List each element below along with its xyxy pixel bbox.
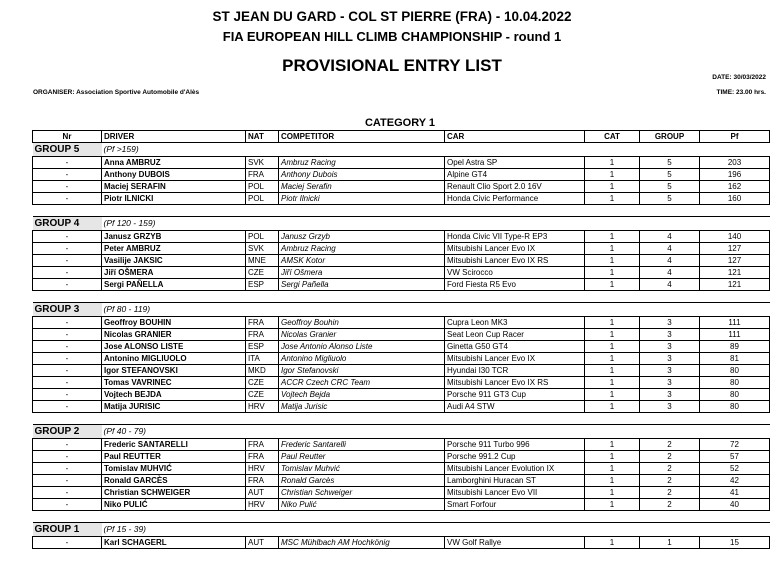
col-competitor: COMPETITOR xyxy=(279,131,445,143)
group-pf-range: (Pf 40 - 79) xyxy=(102,425,770,439)
table-row xyxy=(33,353,770,365)
cell-nr: - xyxy=(33,329,102,341)
cell-car: Honda Civic VII Type-R EP3 xyxy=(445,231,585,243)
cell-nat: SVK xyxy=(246,157,279,169)
cell-car: VW Scirocco xyxy=(445,267,585,279)
cell-nr: - xyxy=(33,317,102,329)
cell-driver: Paul REUTTER xyxy=(102,451,246,463)
cell-cat: 1 xyxy=(585,439,640,451)
cell-driver: Frederic SANTARELLI xyxy=(102,439,246,451)
cell-competitor: Piotr Ilnicki xyxy=(279,193,445,205)
cell-pf: 52 xyxy=(700,463,770,475)
cell-driver: Tomislav MUHVIĆ xyxy=(102,463,246,475)
cell-cat: 1 xyxy=(585,193,640,205)
cell-pf: 121 xyxy=(700,279,770,291)
cell-group: 2 xyxy=(640,487,700,499)
cell-nr: - xyxy=(33,475,102,487)
cell-pf: 111 xyxy=(700,317,770,329)
cell-car: Mitsubishi Lancer Evo IX xyxy=(445,243,585,255)
cell-driver: Niko PULIĆ xyxy=(102,499,246,511)
cell-cat: 1 xyxy=(585,267,640,279)
group-pf-range: (Pf 120 - 159) xyxy=(102,217,770,231)
cell-nr: - xyxy=(33,169,102,181)
group-spacer xyxy=(33,413,770,425)
cell-group: 4 xyxy=(640,267,700,279)
cell-driver: Geoffroy BOUHIN xyxy=(102,317,246,329)
cell-nr: - xyxy=(33,487,102,499)
cell-nr: - xyxy=(33,267,102,279)
cell-pf: 162 xyxy=(700,181,770,193)
group-pf-range: (Pf >159) xyxy=(102,143,770,157)
group-header-row xyxy=(33,425,770,439)
group-name: GROUP 1 xyxy=(33,523,102,537)
cell-cat: 1 xyxy=(585,463,640,475)
cell-car: Mitsubishi Lancer Evolution IX xyxy=(445,463,585,475)
cell-competitor: Anthony Dubois xyxy=(279,169,445,181)
cell-pf: 80 xyxy=(700,401,770,413)
cell-pf: 89 xyxy=(700,341,770,353)
cell-cat: 1 xyxy=(585,377,640,389)
championship-title: FIA EUROPEAN HILL CLIMB CHAMPIONSHIP - round 1 xyxy=(222,29,562,44)
cell-nat: ITA xyxy=(246,353,279,365)
cell-car: Mitsubishi Lancer Evo IX xyxy=(445,353,585,365)
group-header-row xyxy=(33,217,770,231)
cell-cat: 1 xyxy=(585,341,640,353)
cell-cat: 1 xyxy=(585,329,640,341)
cell-group: 4 xyxy=(640,243,700,255)
cell-group: 3 xyxy=(640,389,700,401)
cell-nr: - xyxy=(33,451,102,463)
table-row xyxy=(33,389,770,401)
cell-nat: HRV xyxy=(246,401,279,413)
cell-competitor: Antonino Migliuolo xyxy=(279,353,445,365)
cell-cat: 1 xyxy=(585,499,640,511)
cell-driver: Piotr ILNICKI xyxy=(102,193,246,205)
cell-pf: 57 xyxy=(700,451,770,463)
cell-car: Mitsubishi Lancer Evo IX RS xyxy=(445,377,585,389)
cell-pf: 80 xyxy=(700,377,770,389)
cell-group: 3 xyxy=(640,341,700,353)
table-row xyxy=(33,255,770,267)
cell-nat: ESP xyxy=(246,341,279,353)
table-row xyxy=(33,475,770,487)
cell-group: 3 xyxy=(640,365,700,377)
cell-nr: - xyxy=(33,463,102,475)
cell-competitor: ACCR Czech CRC Team xyxy=(279,377,445,389)
cell-nat: CZE xyxy=(246,267,279,279)
cell-nr: - xyxy=(33,377,102,389)
cell-cat: 1 xyxy=(585,243,640,255)
cell-competitor: Ambruz Racing xyxy=(279,243,445,255)
cell-nat: FRA xyxy=(246,475,279,487)
cell-pf: 81 xyxy=(700,353,770,365)
cell-cat: 1 xyxy=(585,317,640,329)
cell-cat: 1 xyxy=(585,169,640,181)
table-row xyxy=(33,499,770,511)
cell-nat: FRA xyxy=(246,329,279,341)
cell-pf: 42 xyxy=(700,475,770,487)
cell-driver: Sergi PAÑELLA xyxy=(102,279,246,291)
cell-car: Alpine GT4 xyxy=(445,169,585,181)
cell-nr: - xyxy=(33,193,102,205)
group-header-row xyxy=(33,143,770,157)
table-row xyxy=(33,451,770,463)
cell-nr: - xyxy=(33,157,102,169)
cell-pf: 111 xyxy=(700,329,770,341)
table-row xyxy=(33,279,770,291)
cell-group: 5 xyxy=(640,157,700,169)
cell-nr: - xyxy=(33,255,102,267)
cell-car: Porsche 911 GT3 Cup xyxy=(445,389,585,401)
group-name: GROUP 2 xyxy=(33,425,102,439)
cell-cat: 1 xyxy=(585,365,640,377)
cell-car: Smart Forfour xyxy=(445,499,585,511)
cell-driver: Janusz GRZYB xyxy=(102,231,246,243)
group-name: GROUP 5 xyxy=(33,143,102,157)
cell-competitor: Ambruz Racing xyxy=(279,157,445,169)
category-heading: CATEGORY 1 xyxy=(364,117,436,129)
entry-body xyxy=(33,143,770,549)
group-spacer xyxy=(33,291,770,303)
cell-pf: 127 xyxy=(700,255,770,267)
cell-competitor: Matija Jurisic xyxy=(279,401,445,413)
cell-driver: Maciej SERAFIN xyxy=(102,181,246,193)
cell-driver: Igor STEFANOVSKI xyxy=(102,365,246,377)
cell-car: Cupra Leon MK3 xyxy=(445,317,585,329)
table-row xyxy=(33,267,770,279)
cell-car: Hyundai I30 TCR xyxy=(445,365,585,377)
cell-nr: - xyxy=(33,341,102,353)
cell-nat: AUT xyxy=(246,537,279,549)
table-row xyxy=(33,329,770,341)
cell-driver: Nicolas GRANIER xyxy=(102,329,246,341)
cell-cat: 1 xyxy=(585,451,640,463)
cell-pf: 40 xyxy=(700,499,770,511)
cell-pf: 80 xyxy=(700,365,770,377)
cell-competitor: Christian Schweiger xyxy=(279,487,445,499)
table-row xyxy=(33,439,770,451)
cell-nat: POL xyxy=(246,193,279,205)
cell-group: 3 xyxy=(640,377,700,389)
table-row xyxy=(33,487,770,499)
cell-pf: 80 xyxy=(700,389,770,401)
cell-nr: - xyxy=(33,401,102,413)
cell-car: Mitsubishi Lancer Evo IX RS xyxy=(445,255,585,267)
cell-car: Mitsubishi Lancer Evo VII xyxy=(445,487,585,499)
table-row xyxy=(33,193,770,205)
cell-driver: Vojtech BEJDA xyxy=(102,389,246,401)
group-pf-range: (Pf 15 - 39) xyxy=(102,523,770,537)
cell-nat: FRA xyxy=(246,169,279,181)
cell-group: 2 xyxy=(640,463,700,475)
table-row xyxy=(33,169,770,181)
cell-driver: Matija JURISIC xyxy=(102,401,246,413)
cell-cat: 1 xyxy=(585,487,640,499)
table-row xyxy=(33,463,770,475)
cell-car: Honda Civic Performance xyxy=(445,193,585,205)
cell-pf: 140 xyxy=(700,231,770,243)
cell-group: 2 xyxy=(640,475,700,487)
cell-group: 3 xyxy=(640,317,700,329)
cell-pf: 203 xyxy=(700,157,770,169)
cell-competitor: Maciej Serafin xyxy=(279,181,445,193)
cell-nr: - xyxy=(33,279,102,291)
cell-group: 5 xyxy=(640,181,700,193)
cell-nr: - xyxy=(33,243,102,255)
table-row xyxy=(33,377,770,389)
table-row xyxy=(33,181,770,193)
cell-nr: - xyxy=(33,439,102,451)
cell-nr: - xyxy=(33,537,102,549)
cell-cat: 1 xyxy=(585,255,640,267)
group-spacer xyxy=(33,205,770,217)
cell-pf: 121 xyxy=(700,267,770,279)
cell-driver: Peter AMBRUZ xyxy=(102,243,246,255)
cell-driver: Antonino MIGLIUOLO xyxy=(102,353,246,365)
cell-competitor: Sergi Pañella xyxy=(279,279,445,291)
cell-car: Audi A4 STW xyxy=(445,401,585,413)
cell-nat: HRV xyxy=(246,499,279,511)
cell-competitor: Jose Antonio Alonso Liste xyxy=(279,341,445,353)
cell-car: Ford Fiesta R5 Evo xyxy=(445,279,585,291)
cell-competitor: Janusz Grzyb xyxy=(279,231,445,243)
cell-driver: Tomas VAVRINEC xyxy=(102,377,246,389)
document-time: TIME: 23.00 hrs. xyxy=(716,89,766,96)
col-car: CAR xyxy=(445,131,585,143)
cell-group: 2 xyxy=(640,451,700,463)
cell-car: VW Golf Rallye xyxy=(445,537,585,549)
cell-competitor: Niko Pulić xyxy=(279,499,445,511)
cell-pf: 160 xyxy=(700,193,770,205)
col-cat: CAT xyxy=(585,131,640,143)
cell-group: 3 xyxy=(640,353,700,365)
cell-nat: CZE xyxy=(246,389,279,401)
cell-cat: 1 xyxy=(585,401,640,413)
cell-driver: Christian SCHWEIGER xyxy=(102,487,246,499)
cell-car: Seat Leon Cup Racer xyxy=(445,329,585,341)
col-pf: Pf xyxy=(700,131,770,143)
cell-car: Porsche 911 Turbo 996 xyxy=(445,439,585,451)
cell-competitor: Nicolas Granier xyxy=(279,329,445,341)
cell-nr: - xyxy=(33,365,102,377)
table-row xyxy=(33,317,770,329)
cell-pf: 15 xyxy=(700,537,770,549)
cell-pf: 41 xyxy=(700,487,770,499)
entry-table xyxy=(32,130,770,549)
group-header-row xyxy=(33,303,770,317)
group-spacer xyxy=(33,511,770,523)
cell-cat: 1 xyxy=(585,157,640,169)
cell-competitor: AMSK Kotor xyxy=(279,255,445,267)
col-group: GROUP xyxy=(640,131,700,143)
col-nat: NAT xyxy=(246,131,279,143)
cell-competitor: MSC Mühlbach AM Hochkönig xyxy=(279,537,445,549)
table-row xyxy=(33,365,770,377)
cell-group: 5 xyxy=(640,169,700,181)
cell-competitor: Tomislav Muhvić xyxy=(279,463,445,475)
cell-driver: Jiří OŠMERA xyxy=(102,267,246,279)
cell-driver: Anthony DUBOIS xyxy=(102,169,246,181)
group-name: GROUP 3 xyxy=(33,303,102,317)
cell-car: Ginetta G50 GT4 xyxy=(445,341,585,353)
cell-car: Porsche 991.2 Cup xyxy=(445,451,585,463)
cell-group: 4 xyxy=(640,231,700,243)
cell-competitor: Vojtech Bejda xyxy=(279,389,445,401)
cell-group: 2 xyxy=(640,499,700,511)
cell-pf: 127 xyxy=(700,243,770,255)
cell-nat: HRV xyxy=(246,463,279,475)
table-row xyxy=(33,537,770,549)
cell-competitor: Jiří Ošmera xyxy=(279,267,445,279)
cell-nat: ESP xyxy=(246,279,279,291)
cell-competitor: Geoffroy Bouhin xyxy=(279,317,445,329)
table-row xyxy=(33,243,770,255)
cell-competitor: Paul Reutter xyxy=(279,451,445,463)
cell-nat: POL xyxy=(246,181,279,193)
cell-nr: - xyxy=(33,499,102,511)
cell-nat: AUT xyxy=(246,487,279,499)
table-row xyxy=(33,157,770,169)
cell-car: Opel Astra SP xyxy=(445,157,585,169)
cell-nat: CZE xyxy=(246,377,279,389)
table-header-row xyxy=(33,131,770,143)
table-row xyxy=(33,231,770,243)
document-date: DATE: 30/03/2022 xyxy=(712,74,766,81)
cell-car: Renault Clio Sport 2.0 16V xyxy=(445,181,585,193)
cell-cat: 1 xyxy=(585,231,640,243)
cell-driver: Ronald GARCÈS xyxy=(102,475,246,487)
cell-nr: - xyxy=(33,353,102,365)
cell-group: 3 xyxy=(640,329,700,341)
event-title: ST JEAN DU GARD - COL ST PIERRE (FRA) - 10.04.2022 xyxy=(212,9,572,24)
cell-nr: - xyxy=(33,181,102,193)
cell-driver: Vasilije JAKSIC xyxy=(102,255,246,267)
col-nr: Nr xyxy=(33,131,102,143)
cell-group: 3 xyxy=(640,401,700,413)
cell-pf: 72 xyxy=(700,439,770,451)
cell-driver: Karl SCHAGERL xyxy=(102,537,246,549)
group-header-row xyxy=(33,523,770,537)
cell-cat: 1 xyxy=(585,537,640,549)
cell-pf: 196 xyxy=(700,169,770,181)
cell-driver: Anna AMBRUZ xyxy=(102,157,246,169)
cell-competitor: Ronald Garcès xyxy=(279,475,445,487)
entry-list-title: PROVISIONAL ENTRY LIST xyxy=(282,56,502,75)
cell-driver: Jose ALONSO LISTE xyxy=(102,341,246,353)
cell-car: Lamborghini Huracan ST xyxy=(445,475,585,487)
cell-nat: FRA xyxy=(246,439,279,451)
cell-nat: MNE xyxy=(246,255,279,267)
cell-competitor: Frederic Santarelli xyxy=(279,439,445,451)
cell-nat: SVK xyxy=(246,243,279,255)
group-name: GROUP 4 xyxy=(33,217,102,231)
cell-cat: 1 xyxy=(585,389,640,401)
cell-group: 4 xyxy=(640,279,700,291)
cell-nat: FRA xyxy=(246,317,279,329)
group-pf-range: (Pf 80 - 119) xyxy=(102,303,770,317)
organiser: ORGANISER: Association Sportive Automobile d'Alès xyxy=(33,89,200,96)
cell-cat: 1 xyxy=(585,475,640,487)
cell-group: 4 xyxy=(640,255,700,267)
cell-group: 2 xyxy=(640,439,700,451)
cell-nr: - xyxy=(33,389,102,401)
cell-competitor: Igor Stefanovski xyxy=(279,365,445,377)
cell-nat: POL xyxy=(246,231,279,243)
cell-cat: 1 xyxy=(585,181,640,193)
cell-cat: 1 xyxy=(585,353,640,365)
col-driver: DRIVER xyxy=(102,131,246,143)
cell-nat: FRA xyxy=(246,451,279,463)
cell-nr: - xyxy=(33,231,102,243)
cell-nat: MKD xyxy=(246,365,279,377)
cell-cat: 1 xyxy=(585,279,640,291)
table-row xyxy=(33,401,770,413)
cell-group: 5 xyxy=(640,193,700,205)
table-row xyxy=(33,341,770,353)
cell-group: 1 xyxy=(640,537,700,549)
